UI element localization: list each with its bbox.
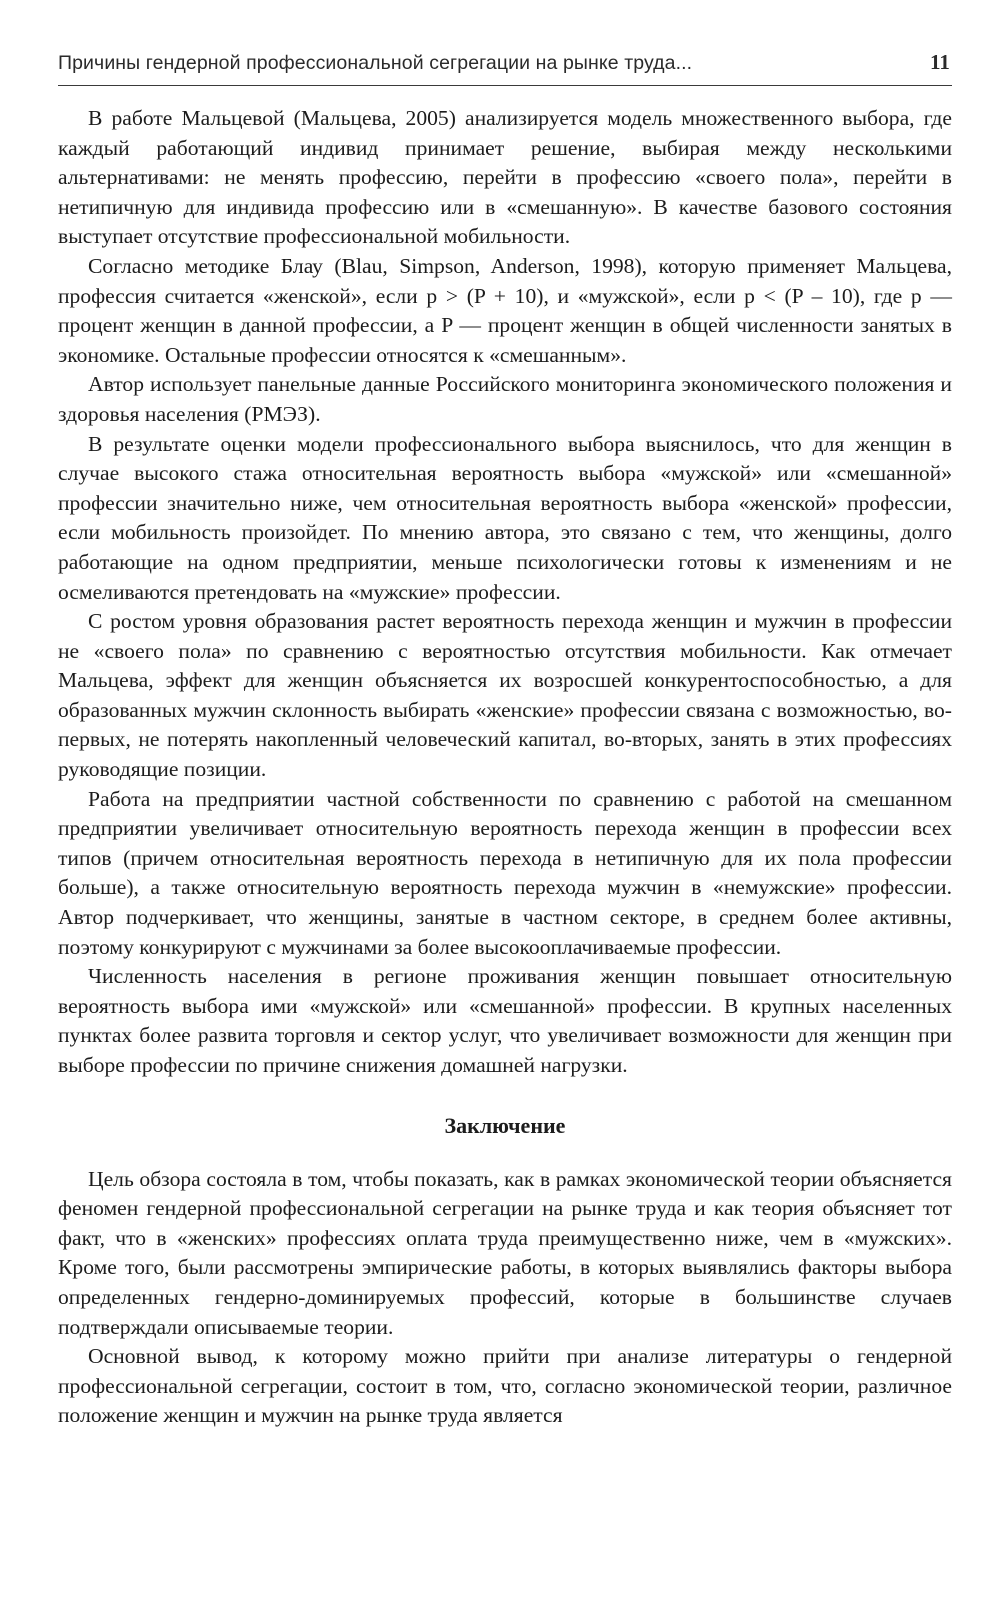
paragraph: В результате оценки модели профессионального выбора выяснилось, что для женщин в случае высокого стажа относительная вероятность выбора «мужской» или «смешанной» профессии значительно ниже, чем относительная вероятность выбора «женской» профессии, если мобильность произойдет. По мнению автора, это связано с тем, что женщины, долго работающие на одном предприятии, меньше психологически готовы к изменениям и не осмеливаются претендовать на «мужские» профессии. xyxy=(58,431,952,604)
running-header xyxy=(58,50,952,86)
paragraph: Цель обзора состояла в том, чтобы показать, как в рамках экономической теории объясняется феномен гендерной профессиональной сегрегации на рынке труда и как теория объясняет тот факт, что в «женских» профессиях оплата труда преимущественно ниже, чем в «мужских». Кроме того, были рассмотрены эмпирические работы, в которых выявлялись факторы выбора определенных гендерно-доминируемых профессий, которые в большинстве случаев подтверждали описываемые теории. xyxy=(58,1166,952,1339)
paragraph: Согласно методике Блау (Blau, Simpson, Anderson, 1998), которую применяет Мальцева, профессия считается «женской», если p > (P + 10), и «мужской», если p < (P – 10), где p — процент женщин в данной профессии, а P — процент женщин в общей численности занятых в экономике. Остальные профессии относятся к «смешанным». xyxy=(58,253,952,367)
paragraph: Работа на предприятии частной собственности по сравнению с работой на смешанном предприятии увеличивает относительную вероятность перехода женщин в профессии всех типов (причем относительная вероятность перехода в нетипичную для их пола профессии больше), а также относительную вероятность перехода мужчин в «немужские» профессии. Автор подчеркивает, что женщины, занятые в частном секторе, в среднем более активны, поэтому конкурируют с мужчинами за более высокооплачиваемые профессии. xyxy=(58,786,952,959)
book-page xyxy=(58,50,952,1431)
conclusion-text xyxy=(58,1165,952,1431)
section-heading-conclusion: Заключение xyxy=(444,1112,566,1138)
page-number: 11 xyxy=(929,50,950,74)
running-title: Причины гендерной профессиональной сегрегации на рынке труда... xyxy=(58,52,693,74)
paragraph: Основной вывод, к которому можно прийти при анализе литературы о гендерной профессиональной сегрегации, состоит в том, что, согласно экономической теории, различное положение женщин и мужчин на рынке труда является xyxy=(58,1344,952,1428)
paragraph: В работе Мальцевой (Мальцева, 2005) анализируется модель множественного выбора, где каждый работающий индивид принимает решение, выбирая между несколькими альтернативами: не менять профессию, перейти в профессию «своего пола», перейти в нетипичную для индивида профессию или в «смешанную». В качестве базового состояния выступает отсутствие профессиональной мобильности. xyxy=(58,106,952,249)
paragraph: Численность населения в регионе проживания женщин повышает относительную вероятность выбора ими «мужской» или «смешанной» профессии. В крупных населенных пунктах более развита торговля и сектор услуг, что увеличивает возможности для женщин при выборе профессии по причине снижения домашней нагрузки. xyxy=(58,964,952,1077)
paragraph: С ростом уровня образования растет вероятность перехода женщин и мужчин в профессии не «своего пола» по сравнению с вероятностью отсутствия мобильности. Как отмечает Мальцева, эффект для женщин объясняется их возросшей конкурентоспособностью, а для образованных мужчин склонность выбирать «женские» профессии связана с возможностью, во-первых, не потерять накопленный человеческий капитал, во-вторых, занять в этих профессиях руководящие позиции. xyxy=(58,609,952,782)
main-text xyxy=(58,104,952,1081)
paragraph: Автор использует панельные данные Российского мониторинга экономического положения и здоровья населения (РМЭЗ). xyxy=(58,372,952,426)
